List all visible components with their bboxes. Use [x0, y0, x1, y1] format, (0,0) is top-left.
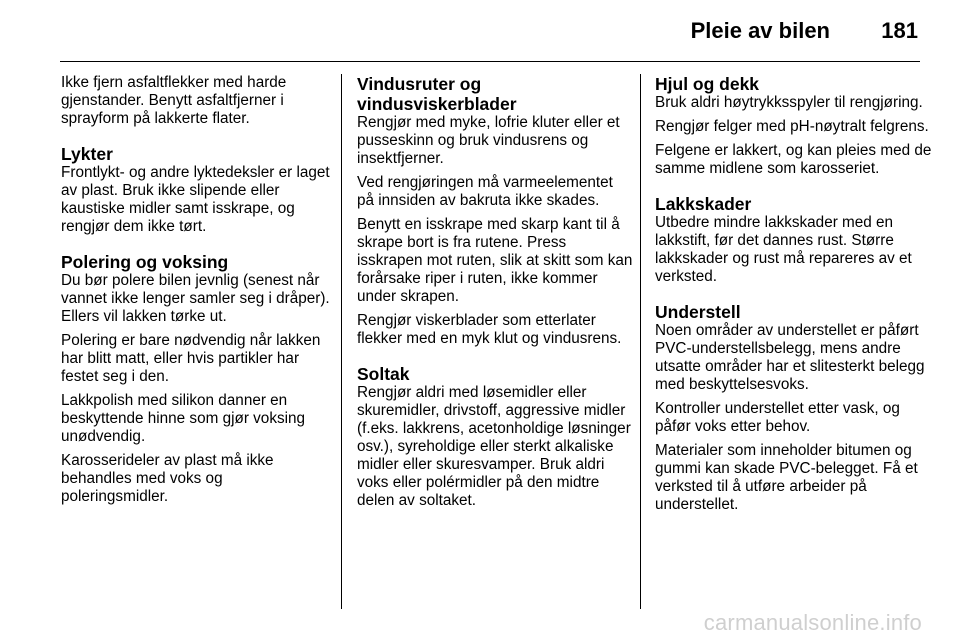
section-heading-lakkskader: Lakkskader — [655, 194, 752, 214]
polering-paragraph-1: Du bør polere bilen jevnlig (senest når vannet ikke lenger samler seg i dråper). Ellers vil lakken tørke ut. — [61, 272, 330, 325]
section-heading-vindusruter: Vindusruter og vindusviskerblader — [357, 74, 517, 114]
column-left — [61, 74, 331, 512]
polering-paragraph-4: Karosserideler av plast må ikke behandles med voks og poleringsmidler. — [61, 452, 274, 505]
section-heading-understell: Understell — [655, 302, 741, 322]
header-divider — [60, 61, 920, 62]
understell-paragraph-1: Noen områder av understellet er påført PVC-understellsbelegg, mens andre utsatte områder har et slitesterkt belegg med beskyttelsesvoks. — [655, 322, 925, 393]
column-right — [655, 74, 935, 520]
section-heading-soltak: Soltak — [357, 364, 410, 384]
page-number: 181 — [881, 18, 918, 43]
lykter-paragraph: Frontlykt- og andre lyktedeksler er laget av plast. Bruk ikke slipende eller kaustiske midler samt isskrape, og rengjør dem ikke tørt. — [61, 164, 330, 235]
polering-paragraph-3: Lakkpolish med silikon danner en beskyttende hinne som gjør voksing unødvendig. — [61, 392, 306, 445]
hjul-paragraph-3: Felgene er lakkert, og kan pleies med de samme midlene som karosseriet. — [655, 142, 932, 177]
section-heading-polering: Polering og voksing — [61, 252, 229, 272]
vindu-paragraph-3: Benytt en isskrape med skarp kant til å skrape bort is fra rutene. Press isskrapen mot ruten, slik at skitt som kan forårsake riper i ruten, ikke kommer under skrapen. — [357, 216, 633, 305]
column-middle — [357, 74, 633, 516]
vindu-paragraph-1: Rengjør med myke, lofrie kluter eller et pusseskinn og bruk vindusrens og insektfjerner. — [357, 114, 620, 167]
understell-paragraph-2: Kontroller understellet etter vask, og påfør voks etter behov. — [655, 400, 900, 435]
watermark: carmanualsonline.info — [703, 610, 922, 635]
column-divider-2 — [640, 74, 641, 609]
column-divider-1 — [341, 74, 342, 609]
vindu-paragraph-4: Rengjør viskerblader som etterlater flekker med en myk klut og vindusrens. — [357, 312, 622, 347]
hjul-paragraph-2: Rengjør felger med pH-nøytralt felgrens. — [655, 118, 929, 135]
polering-paragraph-2: Polering er bare nødvendig når lakken har blitt matt, eller hvis partikler har festet seg i den. — [61, 332, 321, 385]
hjul-paragraph-1: Bruk aldri høytrykksspyler til rengjøring. — [655, 94, 923, 111]
intro-paragraph: Ikke fjern asfaltflekker med harde gjenstander. Benytt asfaltfjerner i sprayform på lakkerte flater. — [61, 74, 287, 127]
soltak-paragraph: Rengjør aldri med løsemidler eller skuremidler, drivstoff, aggressive midler (f.eks. lakkrens, acetonholdige løsninger osv.), syreholdige eller sterkt alkaliske midler eller skuresvamper. Bruk aldri voks eller polérmidler på den midtre delen av soltaket. — [357, 384, 631, 509]
understell-paragraph-3: Materialer som inneholder bitumen og gummi kan skade PVC-belegget. Få et verksted til å utføre arbeider på understellet. — [655, 442, 918, 513]
section-heading-hjul: Hjul og dekk — [655, 74, 760, 94]
section-heading-lykter: Lykter — [61, 144, 113, 164]
lakk-paragraph: Utbedre mindre lakkskader med en lakkstift, før det dannes rust. Større lakkskader og rust må repareres av et verksted. — [655, 214, 912, 285]
vindu-paragraph-2: Ved rengjøringen må varmeelementet på innsiden av bakruta ikke skades. — [357, 174, 613, 209]
page-title: Pleie av bilen — [690, 18, 830, 43]
